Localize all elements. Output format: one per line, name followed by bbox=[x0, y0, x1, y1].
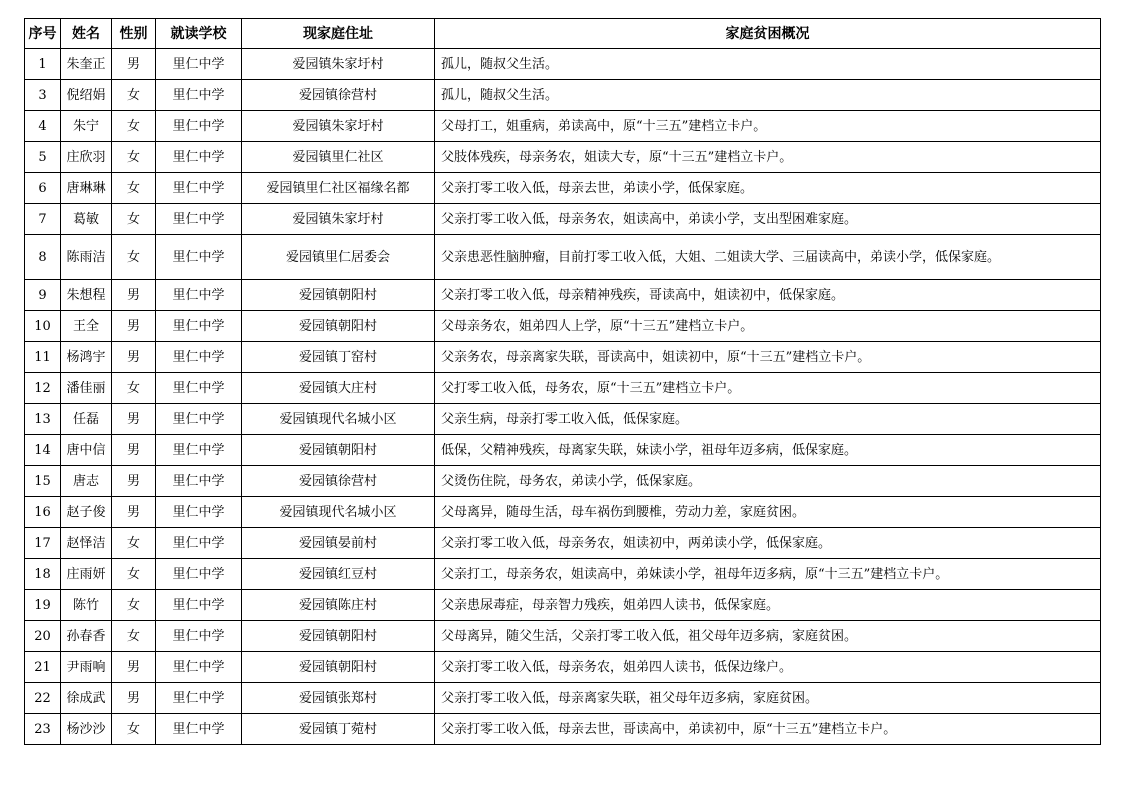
table-row bbox=[25, 204, 1101, 235]
cell-school: 里仁中学 bbox=[156, 280, 242, 311]
cell-name: 杨鸿宇 bbox=[61, 342, 112, 373]
cell-gender: 男 bbox=[112, 435, 156, 466]
cell-school: 里仁中学 bbox=[156, 204, 242, 235]
header-row bbox=[25, 19, 1101, 49]
table-row bbox=[25, 590, 1101, 621]
cell-poverty-summary: 父亲打零工收入低，母亲精神残疾，哥读高中，姐读初中，低保家庭。 bbox=[435, 280, 1101, 311]
cell-address: 爱园镇徐营村 bbox=[242, 466, 435, 497]
cell-address: 爱园镇现代名城小区 bbox=[242, 404, 435, 435]
cell-poverty-summary: 父打零工收入低，母务农，原“十三五”建档立卡户。 bbox=[435, 373, 1101, 404]
cell-gender: 女 bbox=[112, 590, 156, 621]
cell-gender: 女 bbox=[112, 621, 156, 652]
cell-gender: 男 bbox=[112, 311, 156, 342]
cell-address: 爱园镇大庄村 bbox=[242, 373, 435, 404]
cell-address: 爱园镇张郑村 bbox=[242, 683, 435, 714]
cell-name: 唐志 bbox=[61, 466, 112, 497]
cell-gender: 男 bbox=[112, 49, 156, 80]
cell-school: 里仁中学 bbox=[156, 311, 242, 342]
cell-school: 里仁中学 bbox=[156, 435, 242, 466]
cell-gender: 女 bbox=[112, 235, 156, 280]
cell-poverty-summary: 父亲打零工收入低，母亲务农，姐读初中，两弟读小学，低保家庭。 bbox=[435, 528, 1101, 559]
cell-name: 潘佳丽 bbox=[61, 373, 112, 404]
cell-gender: 女 bbox=[112, 204, 156, 235]
table-row bbox=[25, 466, 1101, 497]
cell-index: 3 bbox=[25, 80, 61, 111]
cell-index: 20 bbox=[25, 621, 61, 652]
cell-school: 里仁中学 bbox=[156, 621, 242, 652]
cell-address: 爱园镇朝阳村 bbox=[242, 652, 435, 683]
cell-name: 陈雨洁 bbox=[61, 235, 112, 280]
cell-name: 徐成武 bbox=[61, 683, 112, 714]
cell-poverty-summary: 父母离异，随父生活，父亲打零工收入低，祖父母年迈多病，家庭贫困。 bbox=[435, 621, 1101, 652]
cell-poverty-summary: 父亲患恶性脑肿瘤，目前打零工收入低，大姐、二姐读大学、三届读高中，弟读小学，低保家庭。 bbox=[435, 235, 1101, 280]
cell-poverty-summary: 低保，父精神残疾，母离家失联，妹读小学，祖母年迈多病，低保家庭。 bbox=[435, 435, 1101, 466]
cell-name: 孙春香 bbox=[61, 621, 112, 652]
cell-address: 爱园镇朝阳村 bbox=[242, 280, 435, 311]
cell-index: 7 bbox=[25, 204, 61, 235]
cell-school: 里仁中学 bbox=[156, 49, 242, 80]
table-row bbox=[25, 342, 1101, 373]
cell-index: 14 bbox=[25, 435, 61, 466]
header-index: 序号 bbox=[25, 19, 61, 49]
cell-poverty-summary: 父亲患尿毒症，母亲智力残疾，姐弟四人读书，低保家庭。 bbox=[435, 590, 1101, 621]
table-row bbox=[25, 142, 1101, 173]
cell-index: 4 bbox=[25, 111, 61, 142]
cell-school: 里仁中学 bbox=[156, 714, 242, 745]
cell-school: 里仁中学 bbox=[156, 683, 242, 714]
cell-index: 12 bbox=[25, 373, 61, 404]
table-row bbox=[25, 497, 1101, 528]
cell-index: 16 bbox=[25, 497, 61, 528]
cell-name: 陈竹 bbox=[61, 590, 112, 621]
cell-gender: 男 bbox=[112, 683, 156, 714]
cell-gender: 男 bbox=[112, 342, 156, 373]
cell-index: 1 bbox=[25, 49, 61, 80]
cell-name: 葛敏 bbox=[61, 204, 112, 235]
cell-name: 任磊 bbox=[61, 404, 112, 435]
cell-address: 爱园镇红豆村 bbox=[242, 559, 435, 590]
table-row bbox=[25, 235, 1101, 280]
cell-gender: 女 bbox=[112, 111, 156, 142]
cell-gender: 女 bbox=[112, 714, 156, 745]
cell-name: 赵怿洁 bbox=[61, 528, 112, 559]
cell-index: 19 bbox=[25, 590, 61, 621]
cell-poverty-summary: 父母亲务农，姐弟四人上学，原“十三五”建档立卡户。 bbox=[435, 311, 1101, 342]
cell-address: 爱园镇陈庄村 bbox=[242, 590, 435, 621]
cell-name: 朱想程 bbox=[61, 280, 112, 311]
cell-school: 里仁中学 bbox=[156, 111, 242, 142]
cell-index: 10 bbox=[25, 311, 61, 342]
cell-address: 爱园镇朱家圩村 bbox=[242, 204, 435, 235]
cell-name: 杨沙沙 bbox=[61, 714, 112, 745]
cell-school: 里仁中学 bbox=[156, 466, 242, 497]
table-row bbox=[25, 80, 1101, 111]
cell-index: 17 bbox=[25, 528, 61, 559]
cell-poverty-summary: 父亲打零工收入低，母亲去世，哥读高中，弟读初中，原“十三五”建档立卡户。 bbox=[435, 714, 1101, 745]
cell-poverty-summary: 父亲务农，母亲离家失联，哥读高中，姐读初中，原“十三五”建档立卡户。 bbox=[435, 342, 1101, 373]
cell-name: 唐琳琳 bbox=[61, 173, 112, 204]
cell-index: 9 bbox=[25, 280, 61, 311]
cell-address: 爱园镇朱家圩村 bbox=[242, 49, 435, 80]
cell-address: 爱园镇朝阳村 bbox=[242, 311, 435, 342]
cell-address: 爱园镇朱家圩村 bbox=[242, 111, 435, 142]
table-row bbox=[25, 311, 1101, 342]
cell-address: 爱园镇里仁居委会 bbox=[242, 235, 435, 280]
table-row bbox=[25, 280, 1101, 311]
cell-index: 21 bbox=[25, 652, 61, 683]
cell-poverty-summary: 孤儿，随叔父生活。 bbox=[435, 49, 1101, 80]
cell-school: 里仁中学 bbox=[156, 373, 242, 404]
table-row bbox=[25, 404, 1101, 435]
cell-name: 王全 bbox=[61, 311, 112, 342]
cell-poverty-summary: 父母打工，姐重病，弟读高中，原“十三五”建档立卡户。 bbox=[435, 111, 1101, 142]
cell-school: 里仁中学 bbox=[156, 528, 242, 559]
cell-school: 里仁中学 bbox=[156, 142, 242, 173]
table-row bbox=[25, 683, 1101, 714]
cell-gender: 男 bbox=[112, 466, 156, 497]
table-row bbox=[25, 173, 1101, 204]
table-row bbox=[25, 373, 1101, 404]
cell-address: 爱园镇丁菀村 bbox=[242, 714, 435, 745]
cell-poverty-summary: 父亲打零工收入低，母亲离家失联，祖父母年迈多病，家庭贫困。 bbox=[435, 683, 1101, 714]
cell-poverty-summary: 父亲打零工收入低，母亲去世，弟读小学，低保家庭。 bbox=[435, 173, 1101, 204]
cell-name: 庄雨妍 bbox=[61, 559, 112, 590]
cell-school: 里仁中学 bbox=[156, 559, 242, 590]
cell-name: 唐中信 bbox=[61, 435, 112, 466]
table-row bbox=[25, 714, 1101, 745]
cell-school: 里仁中学 bbox=[156, 342, 242, 373]
header-name: 姓名 bbox=[61, 19, 112, 49]
cell-school: 里仁中学 bbox=[156, 235, 242, 280]
cell-name: 朱奎正 bbox=[61, 49, 112, 80]
cell-address: 爱园镇朝阳村 bbox=[242, 621, 435, 652]
cell-poverty-summary: 父亲打零工收入低，母亲务农，姐弟四人读书，低保边缘户。 bbox=[435, 652, 1101, 683]
cell-address: 爱园镇徐营村 bbox=[242, 80, 435, 111]
cell-name: 赵子俊 bbox=[61, 497, 112, 528]
cell-index: 23 bbox=[25, 714, 61, 745]
cell-poverty-summary: 父亲生病，母亲打零工收入低，低保家庭。 bbox=[435, 404, 1101, 435]
cell-index: 6 bbox=[25, 173, 61, 204]
cell-gender: 女 bbox=[112, 80, 156, 111]
cell-address: 爱园镇现代名城小区 bbox=[242, 497, 435, 528]
cell-school: 里仁中学 bbox=[156, 652, 242, 683]
table-row bbox=[25, 528, 1101, 559]
cell-poverty-summary: 父烫伤住院，母务农，弟读小学，低保家庭。 bbox=[435, 466, 1101, 497]
cell-index: 22 bbox=[25, 683, 61, 714]
header-poverty-summary: 家庭贫困概况 bbox=[435, 19, 1101, 49]
cell-poverty-summary: 父肢体残疾，母亲务农，姐读大专，原“十三五”建档立卡户。 bbox=[435, 142, 1101, 173]
cell-address: 爱园镇里仁社区福缘名都 bbox=[242, 173, 435, 204]
cell-index: 5 bbox=[25, 142, 61, 173]
cell-gender: 男 bbox=[112, 497, 156, 528]
cell-gender: 女 bbox=[112, 173, 156, 204]
cell-name: 庄欣羽 bbox=[61, 142, 112, 173]
cell-poverty-summary: 孤儿，随叔父生活。 bbox=[435, 80, 1101, 111]
cell-gender: 男 bbox=[112, 280, 156, 311]
cell-index: 15 bbox=[25, 466, 61, 497]
cell-poverty-summary: 父亲打零工收入低，母亲务农，姐读高中，弟读小学，支出型困难家庭。 bbox=[435, 204, 1101, 235]
table-row bbox=[25, 49, 1101, 80]
header-address: 现家庭住址 bbox=[242, 19, 435, 49]
cell-school: 里仁中学 bbox=[156, 590, 242, 621]
cell-address: 爱园镇朝阳村 bbox=[242, 435, 435, 466]
table-row bbox=[25, 559, 1101, 590]
cell-school: 里仁中学 bbox=[156, 173, 242, 204]
table-row bbox=[25, 652, 1101, 683]
cell-gender: 男 bbox=[112, 404, 156, 435]
cell-index: 18 bbox=[25, 559, 61, 590]
header-gender: 性别 bbox=[112, 19, 156, 49]
cell-poverty-summary: 父亲打工，母亲务农，姐读高中，弟妹读小学，祖母年迈多病，原“十三五”建档立卡户。 bbox=[435, 559, 1101, 590]
cell-address: 爱园镇里仁社区 bbox=[242, 142, 435, 173]
cell-gender: 女 bbox=[112, 373, 156, 404]
cell-poverty-summary: 父母离异，随母生活，母车祸伤到腰椎，劳动力差，家庭贫困。 bbox=[435, 497, 1101, 528]
table-row bbox=[25, 111, 1101, 142]
table-row bbox=[25, 621, 1101, 652]
cell-gender: 男 bbox=[112, 652, 156, 683]
cell-name: 尹雨响 bbox=[61, 652, 112, 683]
cell-name: 倪绍娟 bbox=[61, 80, 112, 111]
cell-address: 爱园镇晏前村 bbox=[242, 528, 435, 559]
cell-gender: 女 bbox=[112, 528, 156, 559]
cell-school: 里仁中学 bbox=[156, 404, 242, 435]
cell-address: 爱园镇丁窑村 bbox=[242, 342, 435, 373]
student-poverty-table bbox=[24, 18, 1101, 745]
cell-index: 11 bbox=[25, 342, 61, 373]
table-row bbox=[25, 435, 1101, 466]
cell-gender: 女 bbox=[112, 142, 156, 173]
cell-gender: 女 bbox=[112, 559, 156, 590]
cell-name: 朱宁 bbox=[61, 111, 112, 142]
header-school: 就读学校 bbox=[156, 19, 242, 49]
cell-index: 8 bbox=[25, 235, 61, 280]
cell-school: 里仁中学 bbox=[156, 497, 242, 528]
cell-index: 13 bbox=[25, 404, 61, 435]
cell-school: 里仁中学 bbox=[156, 80, 242, 111]
